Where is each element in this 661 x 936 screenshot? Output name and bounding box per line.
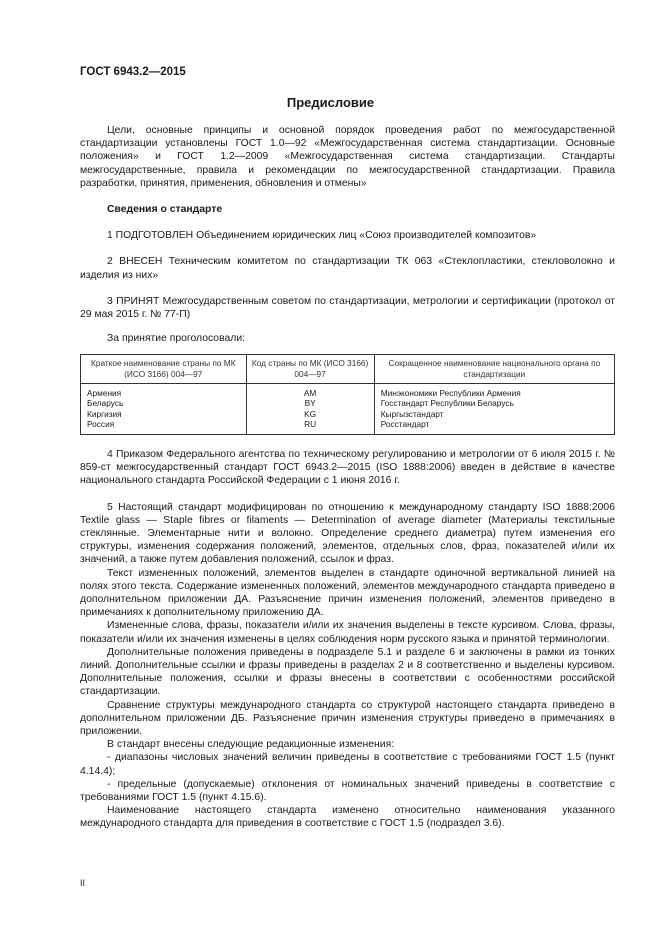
document-body [80, 124, 615, 831]
table-cell-code: BY [246, 398, 374, 409]
page-number: II [80, 878, 86, 888]
table-cell-body: Минэкономики Республики Армения [374, 383, 614, 398]
voting-table [80, 354, 615, 435]
table-header-country: Краткое наименование страны по МК (ИСО 3166) 004—97 [81, 355, 247, 383]
table-cell-country: Армения [81, 383, 247, 398]
standard-info-heading: Сведения о стандарте [107, 204, 223, 216]
item-5-paragraph: 5 Настоящий стандарт модифицирован по отношению к международному стандарту ISO 1888:2006 Textile glass — Staple fibres or filaments — Determination of average diameter (Материалы текстильные стеклянные. Элементарные нити и волокно. Определение среднего диаметра) путем изменения его структуры, изменения содержания положений, элементов, отдельных слов, фраз, показателей и/или их значений, а также путем добавления положений, ссылок и фраз. [80, 501, 615, 566]
table-cell-code: AM [246, 383, 374, 398]
item-5-changed-text-paragraph: Текст измененных положений, элементов выделен в стандарте одиночной вертикальной линией на полях этого текста. Содержание измененных положений, элементов международного стандарта приведено в дополнительном приложении ДА. Разъяснение причин изменения положений, элементов приведено в примечаниях к дополнительному приложению ДА. [80, 567, 615, 619]
table-cell-body: Росстандарт [374, 419, 614, 434]
voted-label: За принятие проголосовали: [107, 333, 246, 345]
item-5-italic-paragraph: Измененные слова, фразы, показатели и/или их значения выделены в тексте курсивом. Слова, фразы, показатели и/или их значения изменены в целях соблюдения норм русского языка и принятой терминологии. [80, 620, 615, 645]
table-cell-country: Беларусь [81, 398, 247, 409]
item-5-editorial-paragraph: В стандарт внесены следующие редакционные изменения: [107, 739, 395, 751]
table-cell-code: RU [246, 419, 374, 434]
item-5-additional-paragraph: Дополнительные положения приведены в подразделе 5.1 и разделе 6 и заключены в рамки из тонких линий. Дополнительные ссылки и фразы приведены в разделах 2 и 8 соответственно и выделены курсивом. Дополнительные положения, ссылки и фразы внесены в соответствии с особенностями российской стандартизации. [80, 646, 615, 698]
table-row [81, 398, 615, 409]
document-id: ГОСТ 6943.2—2015 [80, 66, 186, 78]
table-cell-code: KG [246, 409, 374, 420]
table-cell-country: Киргизия [81, 409, 247, 420]
table-row [81, 383, 615, 398]
table-cell-body: Кыргызстандарт [374, 409, 614, 420]
item-2-paragraph: 2 ВНЕСЕН Техническим комитетом по стандартизации ТК 063 «Стеклопластики, стекловолокно и изделия из них» [80, 256, 615, 281]
table-row [81, 409, 615, 420]
page-title: Предисловие [286, 95, 375, 110]
intro-paragraph: Цели, основные принципы и основной порядок проведения работ по межгосударственной стандартизации установлены ГОСТ 1.0—92 «Межгосударственная система стандартизации. Основные положения» и ГОСТ 1.2—2009 «Межгосударственная система стандартизации. Стандарты межгосударственные, правила и рекомендации по межгосударственной стандартизации. Правила разработки, принятия, применения, обновления и отмены» [80, 125, 615, 189]
item-4-paragraph: 4 Приказом Федерального агентства по техническому регулированию и метрологии от 6 июля 2015 г. № 859-ст межгосударственный стандарт ГОСТ 6943.2—2015 (ISO 1888:2006) введен в действие в качестве национального стандарта Российской Федерации с 1 июня 2016 г. [80, 449, 615, 487]
item-3-paragraph: 3 ПРИНЯТ Межгосударственным советом по стандартизации, метрологии и сертификации (протокол от 29 мая 2015 г. № 77-П) [80, 295, 615, 321]
table-header-row [81, 355, 615, 383]
table-row [81, 419, 615, 434]
item-5-tolerance-paragraph: - предельные (допускаемые) отклонения от номинальных значений приведены в соответствие с требованиями ГОСТ 1.5 (пункт 4.15.6). [80, 778, 615, 804]
table-header-body: Сокращенное наименование национального органа по стандартизации [374, 355, 614, 383]
table-cell-body: Госстандарт Республики Беларусь [374, 398, 614, 409]
item-1-paragraph: 1 ПОДГОТОВЛЕН Объединением юридических лиц «Союз производителей композитов» [107, 230, 537, 242]
item-5-name-paragraph: Наименование настоящего стандарта изменено относительно наименования указанного международного стандарта для приведения в соответствие с ГОСТ 1.5 (подраздел 3.6). [80, 805, 615, 830]
item-5-range-paragraph: - диапазоны числовых значений величин приведены в соответствие с требованиями ГОСТ 1.5 (пункт 4.14.4); [80, 752, 615, 777]
item-5-structure-paragraph: Сравнение структуры международного стандарта со структурой настоящего стандарта приведено в дополнительном приложении ДБ. Разъяснение причин изменения структуры приведено в примечаниях в приложении. [80, 699, 615, 738]
table-cell-country: Россия [81, 419, 247, 434]
table-header-code: Код страны по МК (ИСО 3166) 004—97 [246, 355, 374, 383]
